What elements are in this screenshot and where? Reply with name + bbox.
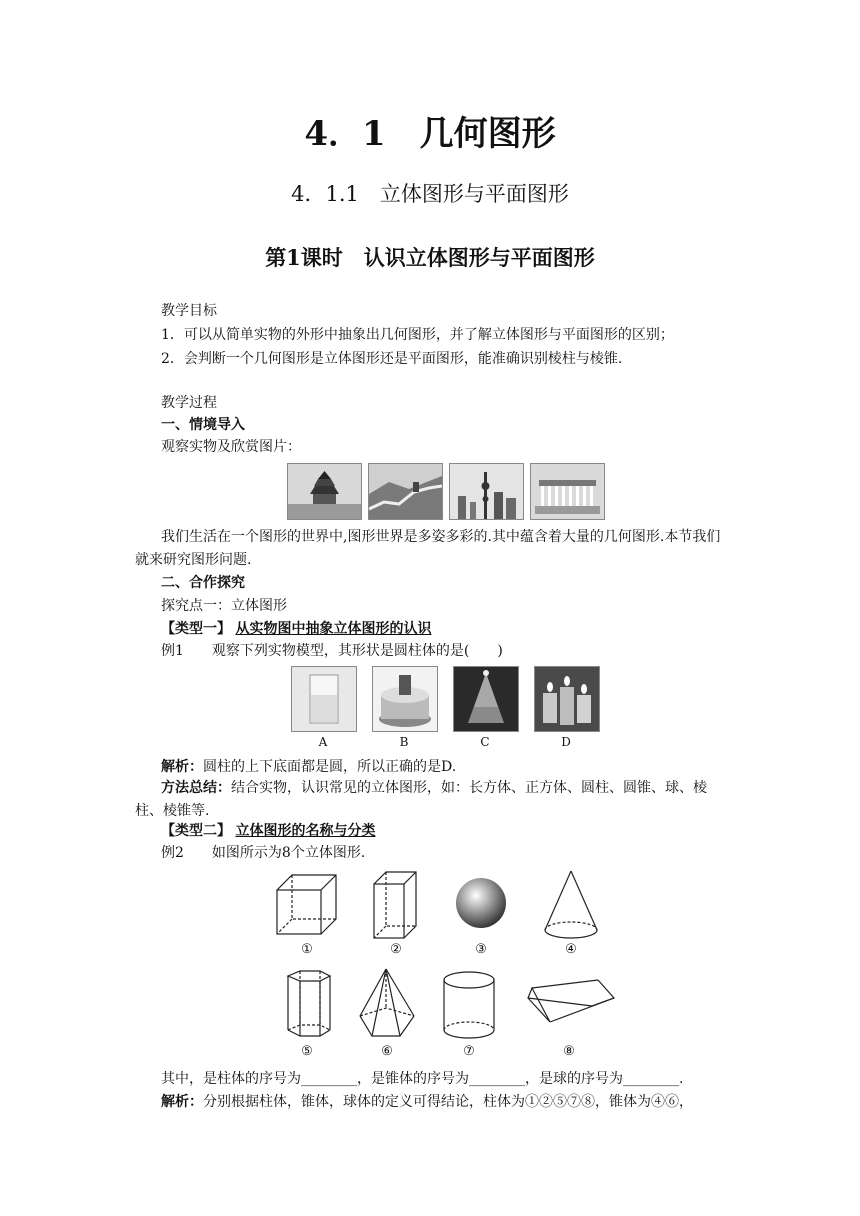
- lesson-title: 第1课时 认识立体图形与平面图形: [265, 245, 595, 270]
- analysis-1-label: 解析：: [161, 759, 203, 775]
- cube-figure: [272, 870, 342, 940]
- goal-item-2: 2．会判断一个几何图形是立体图形还是平面图形，能准确识别棱柱与棱锥.: [161, 351, 623, 367]
- process-heading: 教学过程: [161, 395, 217, 411]
- triangular-prism-figure: [522, 976, 616, 1028]
- section-title: 4．1.1 立体图形与平面图形: [291, 182, 569, 206]
- type1-heading: [161, 619, 431, 639]
- label-8: ⑧: [563, 1044, 575, 1059]
- summary-label: 方法总结：: [161, 780, 231, 796]
- option-b-label: B: [399, 735, 409, 749]
- label-4: ④: [565, 942, 577, 957]
- example-2: 例2 如图所示为8个立体图形.: [161, 845, 366, 861]
- analysis-1-text: 圆柱的上下底面都是圆，所以正确的是D.: [203, 759, 457, 775]
- analysis-2-label: 解析：: [161, 1094, 203, 1110]
- type2-tag: 【类型二】: [161, 823, 231, 839]
- classification-question: 其中，是柱体的序号为________，是锥体的序号为________，是球的序号为________.: [161, 1071, 684, 1087]
- main-title: 4．1 几何图形: [304, 114, 556, 154]
- explore-point-1: 探究点一：立体图形: [161, 598, 287, 614]
- goal-item-1: 1．可以从简单实物的外形中抽象出几何图形，并了解立体图形与平面图形的区别；: [161, 327, 674, 343]
- option-a-glass-photo: [291, 666, 357, 732]
- section-2-heading: 二、合作探究: [161, 575, 245, 591]
- type1-tag: 【类型一】: [161, 621, 231, 637]
- option-d-candles-photo: [534, 666, 600, 732]
- temple-of-heaven-photo: [287, 463, 362, 520]
- memorial-building-photo: [530, 463, 605, 520]
- example-1: 例1 观察下列实物模型，其形状是圆柱体的是( ): [161, 643, 503, 659]
- method-summary: [135, 777, 730, 823]
- cylinder-figure: [440, 968, 498, 1042]
- pyramid-figure: [356, 966, 420, 1042]
- label-1: ①: [301, 942, 313, 957]
- cone-figure: [541, 868, 601, 942]
- label-6: ⑥: [381, 1044, 393, 1059]
- label-2: ②: [390, 942, 402, 957]
- analysis-2-text: 分别根据柱体，锥体，球体的定义可得结论，柱体为①②⑤⑦⑧，锥体为④⑥，: [203, 1094, 693, 1110]
- option-c-tree-photo: [453, 666, 519, 732]
- intro-paragraph: 我们生活在一个图形的世界中,图形世界是多姿多彩的.其中蕴含着大量的几何图形.本节我们就来研究图形问题.: [135, 529, 721, 568]
- analysis-1: [161, 757, 456, 777]
- analysis-2: [161, 1092, 693, 1112]
- observe-text: 观察实物及欣赏图片：: [161, 439, 301, 455]
- summary-text: 结合实物，认识常见的立体图形，如：长方体、正方体、圆柱、圆锥、球、棱柱、棱锥等.: [135, 780, 707, 819]
- type2-heading: [161, 821, 375, 841]
- label-3: ③: [475, 942, 487, 957]
- rect-prism-figure: [370, 868, 420, 942]
- section-1-heading: 一、情境导入: [161, 417, 245, 433]
- type2-title: 立体图形的名称与分类: [235, 823, 376, 839]
- goals-heading: 教学目标: [161, 303, 217, 319]
- sphere-figure: [454, 876, 508, 930]
- label-7: ⑦: [463, 1044, 475, 1059]
- city-skyline-photo: [449, 463, 524, 520]
- great-wall-photo: [368, 463, 443, 520]
- option-b-cake-photo: [372, 666, 438, 732]
- option-a-label: A: [318, 735, 328, 749]
- option-d-label: D: [561, 735, 571, 749]
- option-c-label: C: [480, 735, 490, 749]
- label-5: ⑤: [301, 1044, 313, 1059]
- hexagonal-prism-figure: [280, 968, 338, 1042]
- type1-title: 从实物图中抽象立体图形的认识: [235, 621, 432, 637]
